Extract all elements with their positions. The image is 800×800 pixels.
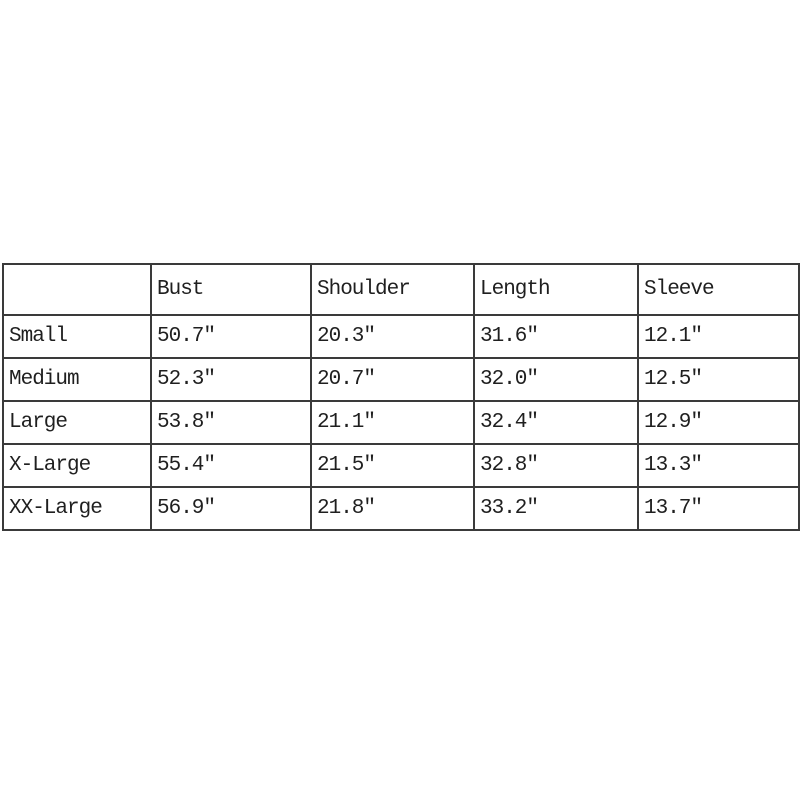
- cell-large-shoulder: 21.1″: [311, 401, 474, 444]
- row-label-xx-large: XX-Large: [3, 487, 151, 530]
- cell-small-shoulder: 20.3″: [311, 315, 474, 358]
- cell-large-bust: 53.8″: [151, 401, 311, 444]
- cell-medium-shoulder: 20.7″: [311, 358, 474, 401]
- cell-medium-bust: 52.3″: [151, 358, 311, 401]
- header-cell-bust: Bust: [151, 264, 311, 315]
- cell-xx-large-sleeve: 13.7″: [638, 487, 799, 530]
- cell-large-sleeve: 12.9″: [638, 401, 799, 444]
- size-chart-table: [2, 263, 800, 531]
- cell-small-length: 31.6″: [474, 315, 638, 358]
- header-cell-sleeve: Sleeve: [638, 264, 799, 315]
- cell-small-sleeve: 12.1″: [638, 315, 799, 358]
- row-label-small: Small: [3, 315, 151, 358]
- cell-large-length: 32.4″: [474, 401, 638, 444]
- table-row-medium: [3, 358, 799, 401]
- cell-xx-large-bust: 56.9″: [151, 487, 311, 530]
- cell-xx-large-length: 33.2″: [474, 487, 638, 530]
- row-label-medium: Medium: [3, 358, 151, 401]
- cell-xx-large-shoulder: 21.8″: [311, 487, 474, 530]
- row-label-large: Large: [3, 401, 151, 444]
- cell-x-large-bust: 55.4″: [151, 444, 311, 487]
- table-row-xx-large: [3, 487, 799, 530]
- cell-small-bust: 50.7″: [151, 315, 311, 358]
- header-row: [3, 264, 799, 315]
- table-row-small: [3, 315, 799, 358]
- cell-x-large-sleeve: 13.3″: [638, 444, 799, 487]
- header-cell-size: [3, 264, 151, 315]
- header-cell-length: Length: [474, 264, 638, 315]
- cell-x-large-shoulder: 21.5″: [311, 444, 474, 487]
- cell-x-large-length: 32.8″: [474, 444, 638, 487]
- table-row-x-large: [3, 444, 799, 487]
- header-cell-shoulder: Shoulder: [311, 264, 474, 315]
- cell-medium-length: 32.0″: [474, 358, 638, 401]
- cell-medium-sleeve: 12.5″: [638, 358, 799, 401]
- table-row-large: [3, 401, 799, 444]
- row-label-x-large: X-Large: [3, 444, 151, 487]
